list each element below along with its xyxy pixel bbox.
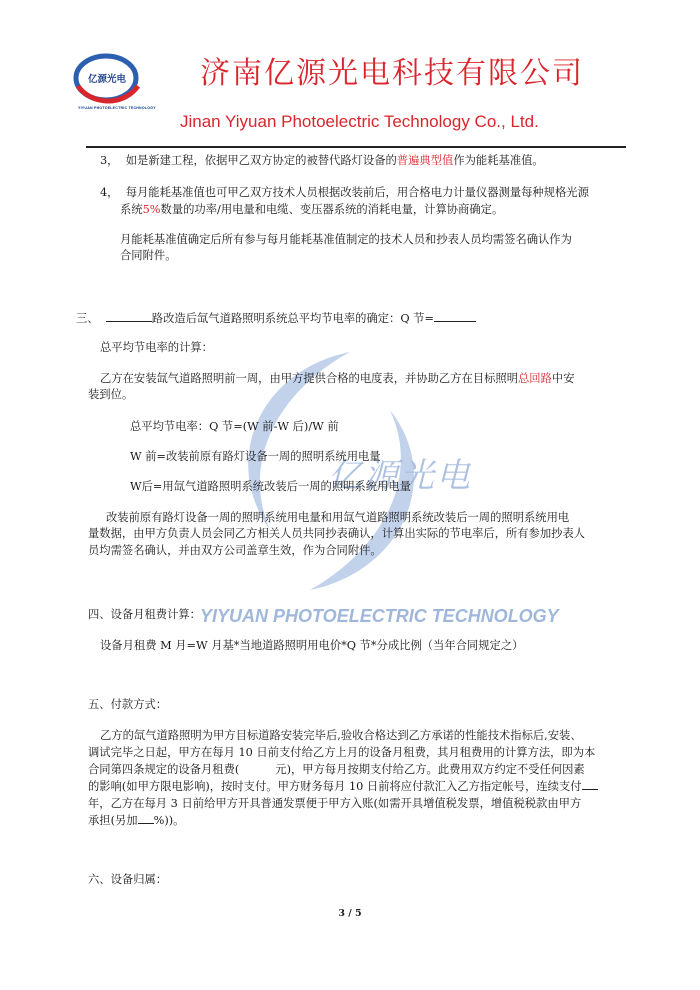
section-5-line1: 乙方的氙气道路照明为甲方目标道路安装完毕后,验收合格达到乙方承诺的性能技术指标后,安装、 bbox=[100, 729, 582, 742]
highlight-typical-value: 普遍典型值 bbox=[396, 154, 454, 167]
watermark-text-cn: 亿源光电 bbox=[328, 456, 472, 496]
section-3-para1-line2: 装到位。 bbox=[88, 388, 134, 401]
highlight-main-circuit: 总回路 bbox=[518, 372, 552, 385]
highlight-5-percent: 5% bbox=[142, 203, 161, 216]
q-save-blank bbox=[434, 321, 476, 322]
w-after-definition: W后=用氙气道路照明系统改装后一周的照明系统用电量 bbox=[130, 480, 411, 493]
item-4-line2: 系统5%数量的功率/用电量和电缆、变压器系统的消耗电量，计算协商确定。 bbox=[120, 203, 504, 216]
road-name-blank bbox=[106, 321, 152, 322]
page-number: 3 / 5 bbox=[338, 908, 362, 919]
company-name-cn: 济南亿源光电科技有限公司 bbox=[200, 56, 584, 91]
section-5-line3: 合同第四条规定的设备月租费( 元)，甲方每月按期支付给乙方。此费用双方约定不受任何因素 bbox=[88, 763, 585, 776]
section-5-line6: 承担(另加 %))。 bbox=[88, 814, 185, 827]
watermark-text-en: YIYUAN PHOTOELECTRIC TECHNOLOGY bbox=[200, 606, 559, 626]
section-5-line4: 的影响(如甲方限电影响)，按时支付。甲方财务每月 10 日前将应付款汇入乙方指定帐号，连续支付 bbox=[88, 779, 598, 794]
section-4-title: 四、设备月租费计算： bbox=[88, 608, 201, 621]
section-3-calc-label: 总平均节电率的计算： bbox=[100, 341, 213, 354]
item-4-line1: 4， 每月能耗基准值也可甲乙双方技术人员根据改装前后，用合格电力计量仪器测量每种规格光源 bbox=[100, 186, 589, 199]
company-name-en: Jinan Yiyuan Photoelectric Technology Co., Ltd. bbox=[180, 112, 539, 131]
header-divider bbox=[86, 146, 626, 148]
note-line2: 合同附件。 bbox=[120, 249, 177, 262]
section-4-formula: 设备月租费 M 月=W 月基*当地道路照明用电价*Q 节*分成比例（当年合同规定之） bbox=[100, 639, 524, 652]
section-5-line5: 年，乙方在每月 3 日前给甲方开具普通发票便于甲方入账(如需开具增值税发票，增值税税款由甲方 bbox=[88, 797, 582, 810]
logo-subtitle: YIYUAN PHOTOELECTRIC TECHNOLOGY bbox=[78, 106, 156, 110]
section-5-title: 五、付款方式： bbox=[88, 698, 168, 711]
section-3-para2-line2: 量数据，由甲方负责人员会同乙方相关人员共同抄表确认，计算出实际的节电率后，所有参加抄表人 bbox=[88, 527, 586, 540]
years-blank-a bbox=[582, 789, 598, 790]
tax-rate-blank bbox=[138, 823, 154, 824]
section-6-title: 六、设备归属： bbox=[88, 873, 168, 886]
w-before-definition: W 前=改装前原有路灯设备一周的照明系统用电量 bbox=[130, 450, 381, 463]
item-3: 3， 如是新建工程，依据甲乙双方协定的被替代路灯设备的普遍典型值作为能耗基准值。 bbox=[100, 154, 544, 167]
formula-save-rate: 总平均节电率：Q 节=(W 前-W 后)/W 前 bbox=[130, 420, 339, 433]
note-line1: 月能耗基准值确定后所有参与每月能耗基准值制定的技术人员和抄表人员均需签名确认作为 bbox=[120, 233, 572, 246]
section-3-para2-line1: 改装前原有路灯设备一周的照明系统用电量和用氙气道路照明系统改装后一周的照明系统用电 bbox=[106, 511, 570, 524]
section-5-line2: 调试完毕之日起，甲方在每月 10 日前支付给乙方上月的设备月租费，其月租费用的计算方法，即为本 bbox=[88, 746, 596, 759]
section-3-title: 三、 路改造后氙气道路照明系统总平均节电率的确定：Q 节= bbox=[76, 311, 476, 326]
section-3-para2-line3: 员均需签名确认，并由双方公司盖章生效，作为合同附件。 bbox=[88, 544, 382, 557]
section-3-para1-line1: 乙方在安装氙气道路照明前一周，由甲方提供合格的电度表，并协助乙方在目标照明总回路中安 bbox=[100, 372, 575, 385]
logo-text: 亿源光电 bbox=[87, 74, 127, 85]
